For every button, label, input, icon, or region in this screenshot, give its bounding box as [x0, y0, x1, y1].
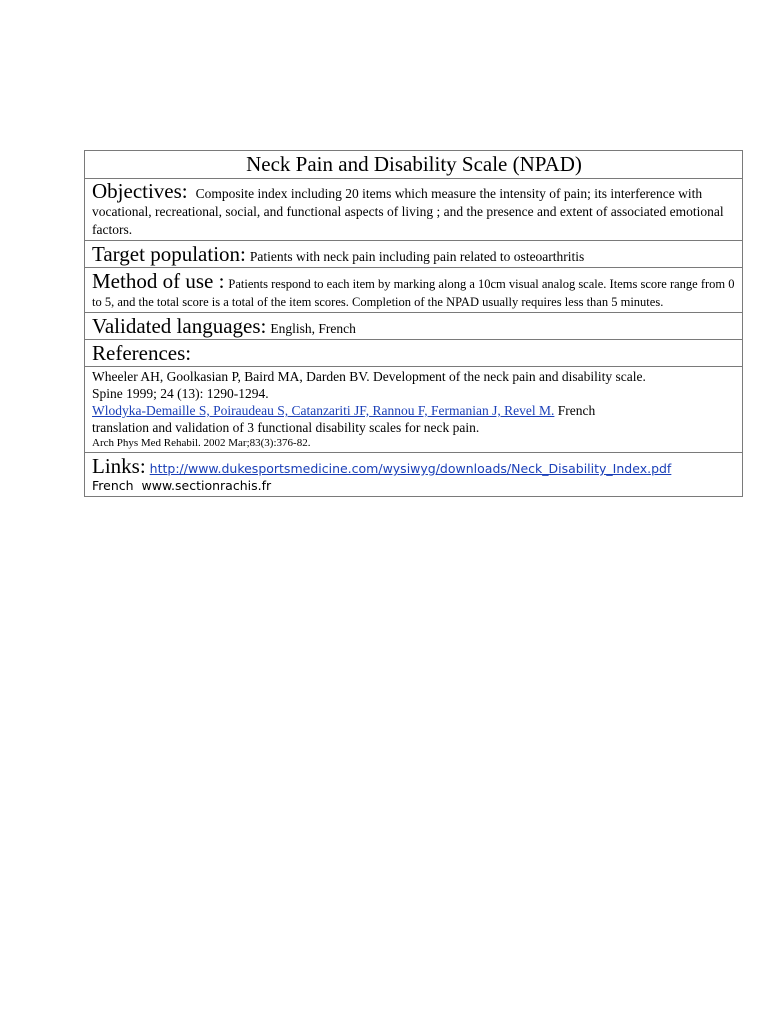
validated-languages-row — [85, 313, 743, 340]
target-population-row — [85, 241, 743, 268]
reference-2 — [92, 402, 736, 419]
npad-pdf-link[interactable]: http://www.dukesportsmedicine.com/wysiwyg/downloads/Neck_Disability_Index.pdf — [149, 461, 672, 476]
method-of-use-cell — [85, 268, 743, 313]
french-site[interactable]: www.sectionrachis.fr — [141, 478, 272, 493]
reference-1-line-2: Spine 1999; 24 (13): 1290-1294. — [92, 386, 269, 401]
npad-info-table — [84, 150, 743, 497]
french-site-line — [92, 478, 736, 495]
reference-2-journal: Arch Phys Med Rehabil. 2002 Mar;83(3):376-82. — [92, 437, 311, 449]
objectives-cell — [85, 179, 743, 241]
objectives-text: Composite index including 20 items which measure the intensity of pain; its interference with vocational, recreational, social, and functional aspects of living ; and the presence and extent of associated emotional factors. — [92, 186, 724, 237]
reference-2-authors-link[interactable]: Wlodyka-Demaille S, Poiraudeau S, Catanzariti JF, Rannou F, Fermanian J, Revel M. — [92, 403, 555, 418]
validated-languages-cell — [85, 313, 743, 340]
references-label-row — [85, 340, 743, 367]
validated-languages-text: English, French — [270, 321, 356, 336]
links-cell — [85, 453, 743, 497]
target-population-text: Patients with neck pain including pain related to osteoarthritis — [249, 249, 585, 264]
reference-2-text-b: translation and validation of 3 functional disability scales for neck pain. — [92, 420, 480, 435]
target-population-label: Target population: — [92, 242, 246, 266]
method-of-use-text: Patients respond to each item by marking along a 10cm visual analog scale. Items score range from 0 to 5, and the total score is a total of the item scores. Completion of the NPAD usually requires less than 5 minutes. — [92, 277, 735, 309]
validated-languages-label: Validated languages: — [92, 314, 267, 338]
references-label-cell — [85, 340, 743, 367]
references-label: References: — [92, 341, 192, 365]
reference-2-text-a: French — [554, 403, 596, 418]
target-population-cell — [85, 241, 743, 268]
objectives-row — [85, 179, 743, 241]
title-row — [85, 151, 743, 179]
references-row — [85, 367, 743, 453]
reference-1-line-1: Wheeler AH, Goolkasian P, Baird MA, Darden BV. Development of the neck pain and disability scale. — [92, 369, 646, 384]
references-cell — [85, 367, 743, 453]
method-of-use-label: Method of use : — [92, 269, 225, 293]
table-title: Neck Pain and Disability Scale (NPAD) — [85, 151, 743, 179]
method-of-use-row — [85, 268, 743, 313]
objectives-label: Objectives: — [92, 179, 188, 203]
links-row — [85, 453, 743, 497]
links-label: Links: — [92, 454, 146, 478]
french-label: French — [92, 478, 134, 493]
